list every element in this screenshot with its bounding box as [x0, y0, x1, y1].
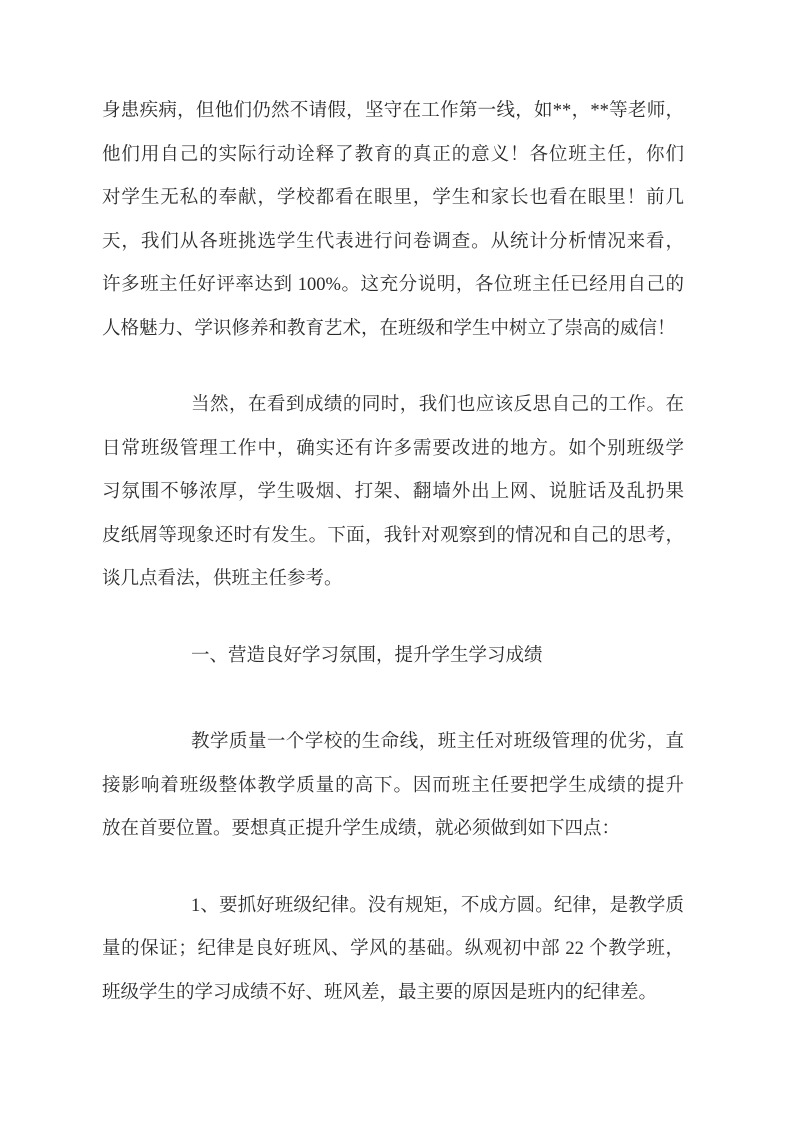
- text-line: 身患疾病，但他们仍然不请假，坚守在工作第一线，如**，**等老师，: [102, 101, 684, 121]
- text-line: 接影响着班级整体教学质量的高下。因而班主任要把学生成绩的提升: [102, 775, 684, 796]
- document-body: [102, 90, 684, 1015]
- text-line: 1、要抓好班级纪律。没有规矩，不成方圆。纪律，是教学质: [191, 895, 684, 916]
- text-line: 量的保证；纪律是良好班风、学风的基础。纵观初中部 22 个教学班，: [102, 939, 684, 959]
- paragraph-continuation: [102, 90, 684, 351]
- text-line: 对学生无私的奉献，学校都看在眼里，学生和家长也看在眼里！前几: [102, 188, 684, 208]
- text-line: 人格魅力、学识修养和教育艺术，在班级和学生中树立了崇高的威信！: [102, 318, 676, 339]
- text-line: 习氛围不够浓厚，学生吸烟、打架、翻墙外出上网、说脏话及乱扔果: [102, 482, 684, 502]
- paragraph-teaching-quality: [102, 721, 684, 852]
- text-line: 天，我们从各班挑选学生代表进行问卷调查。从统计分析情况来看，: [102, 231, 684, 252]
- text-line: 教学质量一个学校的生命线，班主任对班级管理的优劣，直: [191, 732, 684, 752]
- text-line: 他们用自己的实际行动诠释了教育的真正的意义！各位班主任，你们: [102, 144, 684, 165]
- text-line: 放在首要位置。要想真正提升学生成绩，就必须做到如下四点：: [102, 819, 621, 839]
- text-line: 谈几点看法，供班主任参考。: [102, 569, 343, 589]
- text-line: 当然，在看到成绩的同时，我们也应该反思自己的工作。在: [191, 395, 684, 415]
- text-line: 日常班级管理工作中，确实还有许多需要改进的地方。如个别班级学: [102, 438, 684, 459]
- text-line: 皮纸屑等现象还时有发生。下面，我针对观察到的情况和自己的思考，: [102, 525, 684, 546]
- section-heading-1: [102, 635, 684, 679]
- paragraph-reflection: [102, 384, 684, 602]
- text-line: 许多班主任好评率达到 100%。这充分说明，各位班主任已经用自己的: [102, 275, 684, 295]
- paragraph-point-1-discipline: [102, 885, 684, 1016]
- text-line: 班级学生的学习成绩不好、班风差，最主要的原因是班内的纪律差。: [102, 982, 658, 1003]
- heading-line: 一、营造良好学习氛围，提升学生学习成绩: [191, 645, 543, 666]
